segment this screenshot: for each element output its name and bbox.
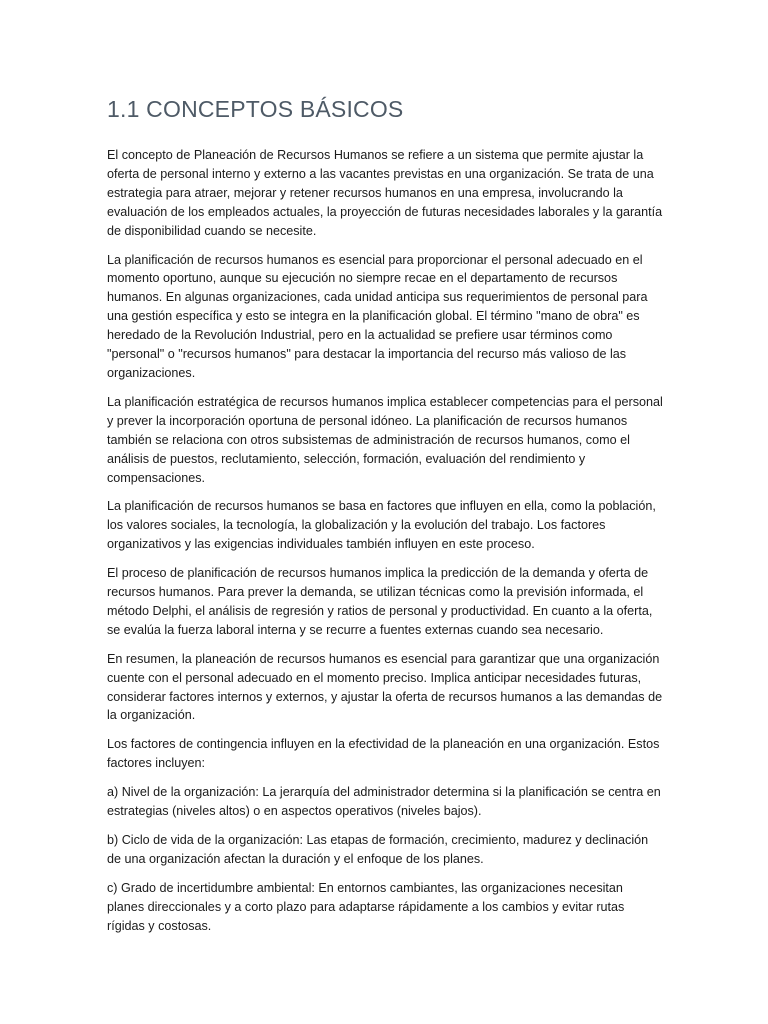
list-item-a: a) Nivel de la organización: La jerarquía del administrador determina si la planificación se centra en estrategias (niveles altos) o en aspectos operativos (niveles bajos). (107, 785, 661, 819)
document-body (107, 94, 663, 946)
list-item-b: b) Ciclo de vida de la organización: Las etapas de formación, crecimiento, madurez y declinación de una organización afectan la duración y el enfoque de los planes. (107, 833, 649, 866)
paragraph: La planificación de recursos humanos se basa en factores que influyen en ella, como la población, los valores sociales, la tecnología, la globalización y la evolución del trabajo. Los factores organizativos y las exigencias individuales también influyen en este proceso. (107, 499, 656, 552)
paragraph: El proceso de planificación de recursos humanos implica la predicción de la demanda y oferta de recursos humanos. Para prever la demanda, se utilizan técnicas como la previsión informada, el método Delphi, el análisis de regresión y ratios de personal y productividad. En cuanto a la oferta, se evalúa la fuerza laboral interna y se recurre a fuentes externas cuando sea necesario. (107, 566, 653, 637)
list-item-c: c) Grado de incertidumbre ambiental: En entornos cambiantes, las organizaciones necesitan planes direccionales y a corto plazo para adaptarse rápidamente a los cambios y evitar rutas rígidas y costosas. (107, 880, 625, 933)
paragraph: La planificación estratégica de recursos humanos implica establecer competencias para el personal y prever la incorporación oportuna de personal idóneo. La planificación de recursos humanos también se relaciona con otros subsistemas de administración de recursos humanos, como el análisis de puestos, reclutamiento, selección, formación, evaluación del rendimiento y compensaciones. (107, 394, 663, 485)
section-title: 1.1 CONCEPTOS BÁSICOS (107, 96, 404, 122)
paragraph: La planificación de recursos humanos es esencial para proporcionar el personal adecuado en el momento oportuno, aunque su ejecución no siempre recae en el departamento de recursos humanos. En algunas organizaciones, cada unidad anticipa sus requerimientos de personal para una gestión específica y esto se integra en la planificación global. El término "mano de obra" es heredado de la Revolución Industrial, pero en la actualidad se prefiere usar términos como "personal" o "recursos humanos" para destacar la importancia del recurso más valioso de las organizaciones. (107, 252, 648, 380)
paragraph: El concepto de Planeación de Recursos Humanos se refiere a un sistema que permite ajustar la oferta de personal interno y externo a las vacantes previstas en una organización. Se trata de una estrategia para atraer, mejorar y retener recursos humanos en una empresa, involucrando la evaluación de los empleados actuales, la proyección de futuras necesidades laborales y la garantía de disponibilidad cuando se necesite. (107, 148, 663, 238)
paragraph: En resumen, la planeación de recursos humanos es esencial para garantizar que una organización cuente con el personal adecuado en el momento preciso. Implica anticipar necesidades futuras, considerar factores internos y externos, y ajustar la oferta de recursos humanos a las demandas de la organización. (107, 651, 663, 723)
paragraph: Los factores de contingencia influyen en la efectividad de la planeación en una organización. Estos factores incluyen: (107, 737, 660, 771)
